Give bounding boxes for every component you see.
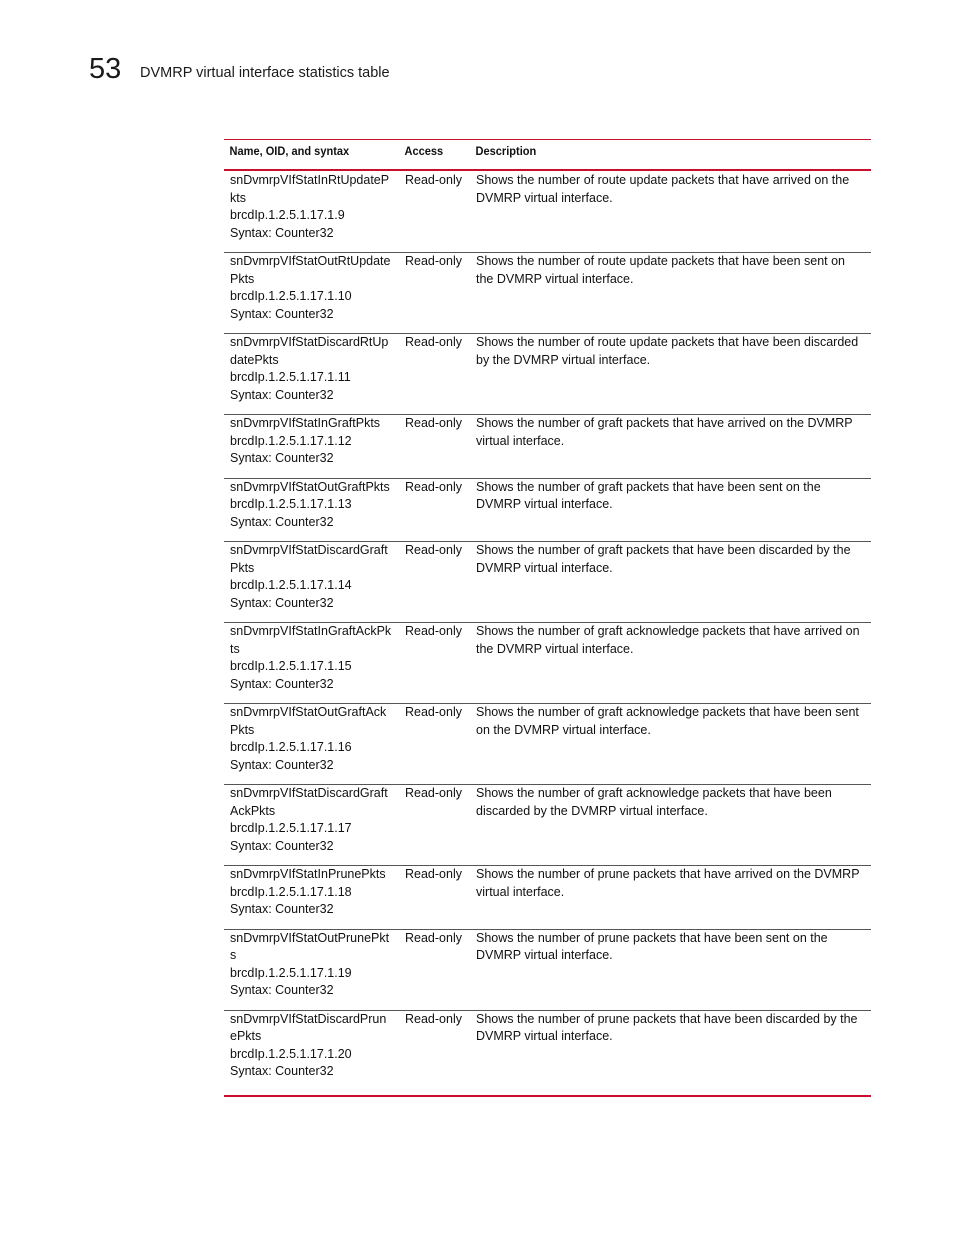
object-name-line: brcdIp.1.2.5.1.17.1.19 [230,965,352,980]
access-cell: Read-only [405,173,462,187]
table-row [224,542,871,623]
object-name-line: snDvmrpVIfStatOutGraftPkts [230,479,390,494]
object-name-line: ePkts [230,1029,262,1043]
chapter-title: DVMRP virtual interface statistics table [140,65,390,81]
access-cell: Read-only [405,335,462,349]
object-name-line: brcdIp.1.2.5.1.17.1.13 [230,497,352,511]
object-name-cell [224,623,399,704]
object-name-line: Syntax: Counter32 [230,902,334,916]
object-name-cell [224,253,399,334]
description-cell: Shows the number of graft packets that have been discarded by the DVMRP virtual interface. [476,543,851,575]
object-name-line: brcdIp.1.2.5.1.17.1.11 [230,370,351,384]
access-cell: Read-only [405,930,462,945]
table-row [224,785,871,866]
object-name-line: brcdIp.1.2.5.1.17.1.20 [230,1046,352,1061]
object-name-line: snDvmrpVIfStatOutGraftAck [230,705,387,719]
object-name-line: Syntax: Counter32 [230,387,334,402]
object-name-line: Syntax: Counter32 [230,225,334,240]
object-name-cell [224,704,399,785]
table-row [224,623,871,704]
object-name-line: brcdIp.1.2.5.1.17.1.17 [230,821,352,835]
object-name-line: Syntax: Counter32 [230,838,334,853]
mib-table-container [224,139,871,1097]
table-row [224,929,871,1010]
object-name-cell [224,478,399,542]
object-name-cell [224,929,399,1010]
object-name-line: snDvmrpVIfStatInGraftAckPk [230,624,392,638]
access-cell: Read-only [405,416,462,430]
object-name-line: snDvmrpVIfStatDiscardGraft [230,543,388,557]
description-cell: Shows the number of route update packets that have been sent on the DVMRP virtual interface. [476,254,846,286]
object-name-line: Pkts [230,271,255,286]
table-row [224,478,871,542]
object-name-line: Syntax: Counter32 [230,514,334,529]
access-cell: Read-only [405,543,462,557]
table-row [224,866,871,930]
description-cell: Shows the number of prune packets that have arrived on the DVMRP virtual interface. [476,867,860,899]
description-cell: Shows the number of route update packets that have arrived on the DVMRP virtual interface. [476,173,850,205]
object-name-line: datePkts [230,352,279,367]
access-cell: Read-only [405,705,462,719]
description-cell: Shows the number of graft packets that have arrived on the DVMRP virtual interface. [476,416,853,448]
object-name-line: snDvmrpVIfStatInRtUpdateP [230,173,390,187]
object-name-line: ts [230,641,240,656]
description-cell: Shows the number of graft packets that have been sent on the DVMRP virtual interface. [476,479,821,511]
object-name-line: Syntax: Counter32 [230,595,334,610]
object-name-line: snDvmrpVIfStatInPrunePkts [230,867,386,881]
description-cell: Shows the number of graft acknowledge packets that have been sent on the DVMRP virtual interface. [476,705,859,737]
object-name-line: brcdIp.1.2.5.1.17.1.14 [230,578,352,592]
mib-table [224,139,871,1097]
object-name-line: Pkts [230,722,255,737]
object-name-line: Syntax: Counter32 [230,1064,334,1078]
object-name-line: snDvmrpVIfStatDiscardRtUp [230,335,389,349]
object-name-cell [224,542,399,623]
access-cell: Read-only [405,479,462,494]
table-body [224,170,871,1096]
object-name-line: s [230,948,237,962]
table-row [224,415,871,479]
description-cell: Shows the number of graft acknowledge packets that have arrived on the DVMRP virtual interface. [476,624,860,656]
access-cell: Read-only [405,254,462,268]
object-name-line: Syntax: Counter32 [230,676,334,691]
object-name-line: Syntax: Counter32 [230,451,334,465]
object-name-cell [224,1010,399,1096]
chapter-number: 53 [89,53,122,85]
object-name-line: Pkts [230,560,255,575]
object-name-line: Syntax: Counter32 [230,306,334,321]
object-name-line: brcdIp.1.2.5.1.17.1.15 [230,659,352,673]
object-name-line: AckPkts [230,803,276,818]
access-cell: Read-only [405,786,462,800]
object-name-line: kts [230,190,246,205]
access-cell: Read-only [405,624,462,638]
table-row [224,170,871,253]
description-cell: Shows the number of graft acknowledge packets that have been discarded by the DVMRP virtual interface. [476,786,832,818]
object-name-line: brcdIp.1.2.5.1.17.1.10 [230,289,352,303]
table-row [224,704,871,785]
table-row [224,1010,871,1096]
object-name-line: brcdIp.1.2.5.1.17.1.16 [230,740,352,754]
column-header-access: Access [404,144,444,158]
object-name-line: brcdIp.1.2.5.1.17.1.12 [230,433,352,448]
object-name-line: snDvmrpVIfStatInGraftPkts [230,416,381,430]
object-name-line: Syntax: Counter32 [230,757,334,772]
object-name-line: snDvmrpVIfStatOutRtUpdate [230,254,391,268]
column-header-name: Name, OID, and syntax [229,144,350,158]
object-name-cell [224,170,399,253]
object-name-cell [224,334,399,415]
access-cell: Read-only [405,1011,462,1026]
description-cell: Shows the number of prune packets that have been discarded by the DVMRP virtual interface. [476,1011,858,1043]
object-name-line: Syntax: Counter32 [230,983,334,997]
description-cell: Shows the number of prune packets that have been sent on the DVMRP virtual interface. [476,930,828,962]
object-name-cell [224,415,399,479]
object-name-line: brcdIp.1.2.5.1.17.1.9 [230,208,345,222]
object-name-line: snDvmrpVIfStatDiscardPrun [230,1011,387,1026]
table-row [224,253,871,334]
object-name-cell [224,866,399,930]
column-header-description: Description [475,144,537,158]
object-name-line: snDvmrpVIfStatOutPrunePkt [230,930,390,945]
object-name-line: snDvmrpVIfStatDiscardGraft [230,786,388,800]
object-name-line: brcdIp.1.2.5.1.17.1.18 [230,884,352,899]
description-cell: Shows the number of route update packets that have been discarded by the DVMRP virtual interface. [476,335,859,367]
table-row [224,334,871,415]
access-cell: Read-only [405,867,462,881]
object-name-cell [224,785,399,866]
table-header-row [224,140,871,171]
